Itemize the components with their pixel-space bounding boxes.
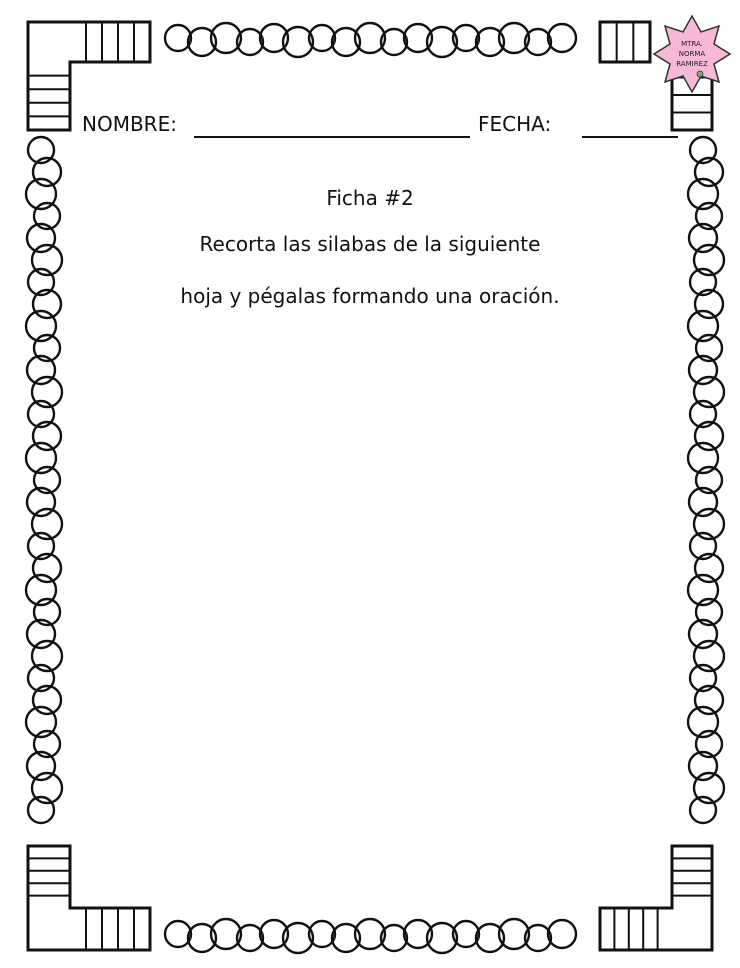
svg-text:NORMA: NORMA bbox=[678, 50, 706, 58]
name-label: NOMBRE: bbox=[82, 112, 177, 136]
date-label: FECHA: bbox=[478, 112, 552, 136]
frame-ring bbox=[548, 24, 576, 52]
svg-text:MTRA.: MTRA. bbox=[681, 40, 703, 48]
instruction-line-2: hoja y pégalas formando una oración. bbox=[180, 284, 560, 308]
corner-block-bottom-right bbox=[600, 846, 712, 950]
frame-ring bbox=[548, 920, 576, 948]
svg-text:RAMIREZ: RAMIREZ bbox=[676, 60, 708, 68]
header-fields bbox=[82, 110, 682, 140]
worksheet-title: Ficha #2 bbox=[326, 186, 414, 210]
frame-ring bbox=[165, 25, 191, 51]
frame-ring bbox=[165, 921, 191, 947]
corner-block-top-right bbox=[600, 22, 650, 62]
teacher-stamp-logo bbox=[652, 14, 732, 94]
corner-block-bottom-left bbox=[28, 846, 150, 950]
instruction-line-1: Recorta las silabas de la siguiente bbox=[199, 232, 541, 256]
date-write-line[interactable] bbox=[582, 136, 678, 138]
name-write-line[interactable] bbox=[194, 136, 470, 138]
